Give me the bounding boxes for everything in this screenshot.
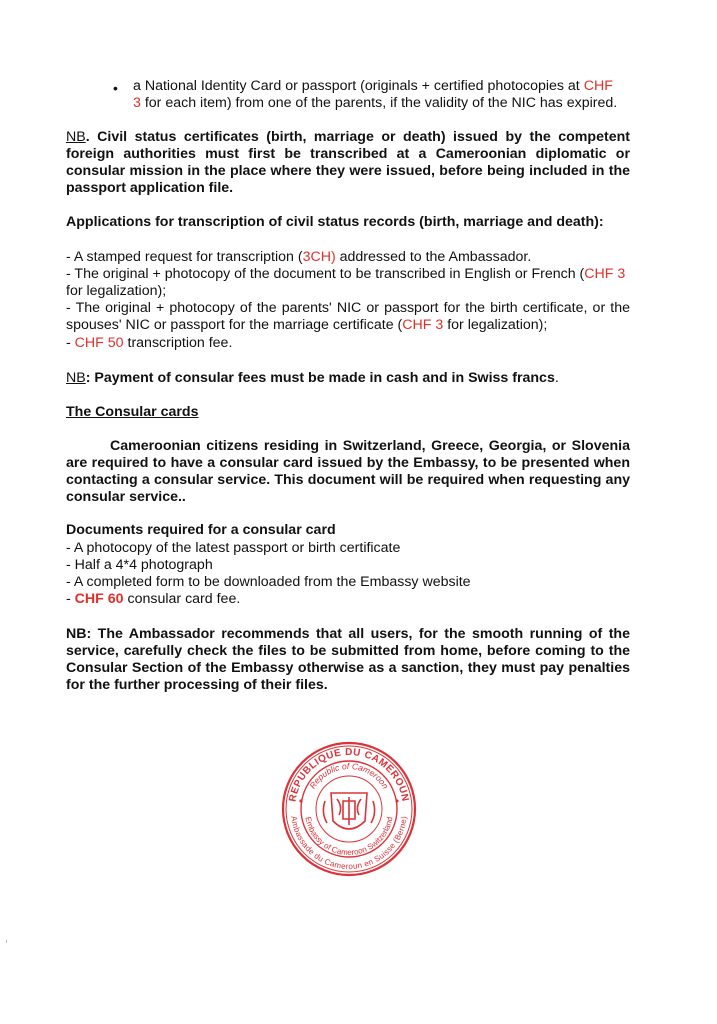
- documents-heading: Documents required for a consular card: [66, 522, 336, 538]
- bullet-chf-amount: CHF: [583, 78, 613, 94]
- transcription-line-1: [66, 249, 630, 266]
- transcription-heading: Applications for transcription of civil status records (birth, marriage and death):: [66, 214, 604, 230]
- line-text: -: [66, 335, 75, 351]
- nb-ambassador-notice: [66, 626, 630, 694]
- svg-text:REPUBLIQUE DU CAMEROUN: [287, 747, 410, 803]
- fee-amount: CHF 60: [74, 591, 124, 607]
- nb-label: NB: [66, 129, 86, 145]
- nb-text: : Payment of consular fees must be made in cash and in Swiss francs: [85, 370, 555, 386]
- line-text: - A stamped request for transcription (: [66, 249, 303, 265]
- line-text: - The original + photocopy of the document to be transcribed in English or French (: [66, 266, 585, 282]
- nb-label: NB: [66, 370, 86, 386]
- line-text: addressed to the Ambassador.: [335, 249, 532, 265]
- coat-of-arms-icon: [323, 793, 374, 829]
- bullet-text-part: for each item) from one of the parents, if the validity of the NIC has expired.: [140, 95, 618, 111]
- fee-amount: 3CH): [302, 249, 336, 265]
- bullet-chf-number: 3: [133, 95, 141, 111]
- nb-text: . Civil status certificates (birth, marriage or death) issued by the competent foreign authorities must first be transcribed at a Cameroonian diplomatic or consular mission in the place where they were issued, before being included in the passport application file.: [66, 129, 630, 196]
- bullet-item-text: [133, 78, 633, 112]
- scan-edge-mark: [6, 940, 7, 943]
- documents-item-1: - A photocopy of the latest passport or birth certificate: [66, 540, 401, 556]
- nb-text: : The Ambassador recommends that all users, for the smooth running of the service, carefully check the files to be submitted from home, before coming to the Consular Section of the Embassy otherwise as a sanction, they must pay penalties for the further processing of their files.: [66, 626, 630, 693]
- nb-transcription-notice: [66, 129, 630, 197]
- bullet-icon: •: [113, 80, 118, 96]
- nb-dot: .: [554, 370, 559, 386]
- line-text: -: [66, 591, 75, 607]
- seal-graphic: [281, 741, 417, 877]
- transcription-line-2: [66, 266, 630, 300]
- documents-item-3: - A completed form to be downloaded from the Embassy website: [66, 574, 471, 590]
- consular-cards-paragraph: Cameroonian citizens residing in Switzerland, Greece, Georgia, or Slovenia are required to have a consular card issued by the Embassy, to be presented when contacting a consular service. This document will be required when requesting any consular service..: [66, 438, 630, 505]
- consular-cards-heading: The Consular cards: [66, 404, 199, 420]
- seal-inner-top-text: Republic of Cameroon: [307, 760, 391, 791]
- embassy-seal-icon: [281, 741, 417, 877]
- seal-outer-top-text: REPUBLIQUE DU CAMEROUN: [287, 746, 411, 803]
- documents-item-2: - Half a 4*4 photograph: [66, 557, 213, 573]
- line-text: transcription fee.: [123, 335, 233, 351]
- fee-amount: CHF 3: [402, 317, 444, 333]
- transcription-line-4: [66, 335, 630, 352]
- fee-amount: CHF 50: [74, 335, 124, 351]
- line-text: - The original + photocopy of the parents' NIC or passport for the birth certificate, or the spouses' NIC or passport for the marriage certificate (: [66, 300, 630, 333]
- fee-amount: CHF 3: [584, 266, 626, 282]
- transcription-line-3: [66, 300, 630, 334]
- nb-payment-notice: [66, 370, 630, 387]
- nb-label: NB: [66, 626, 87, 642]
- line-text: for legalization);: [443, 317, 548, 333]
- documents-fee-line: [66, 591, 630, 608]
- seal-outer-bottom-text: Ambassade du Cameroun en Suisse (Berne): [289, 815, 409, 872]
- line-text: for legalization);: [66, 283, 167, 299]
- line-text: consular card fee.: [123, 591, 241, 607]
- bullet-text-part: a National Identity Card or passport (originals + certified photocopies at: [133, 78, 584, 94]
- seal-inner-bottom-text: Embassy of Cameroon Switzerland: [303, 815, 395, 858]
